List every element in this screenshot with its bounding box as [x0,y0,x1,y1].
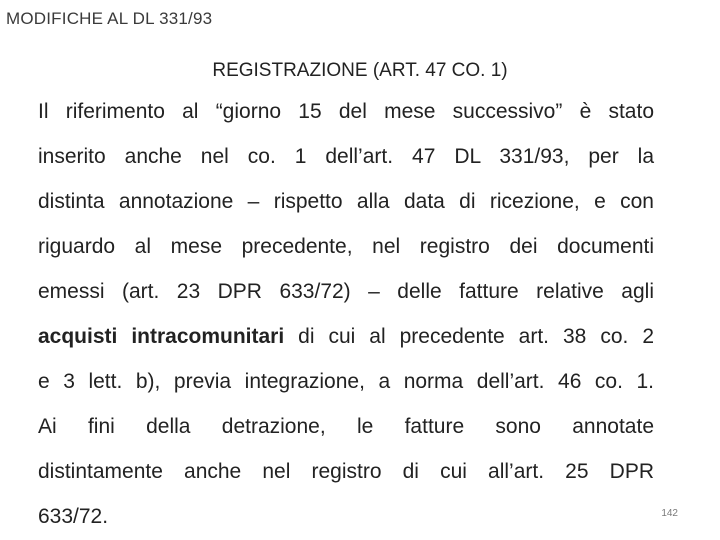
paragraph-line: distintamente anche nel registro di cui all’art. 25 DPR [38,460,654,483]
header-title: MODIFICHE AL DL 331/93 [6,9,213,28]
paragraph-line-last: 633/72. [38,505,109,528]
paragraph-line-rest: di cui al precedente art. 38 co. 2 [284,325,654,348]
emphasized-term: acquisti intracomunitari [38,325,285,348]
paragraph-line-emphasis [38,322,654,352]
paragraph-line: riguardo al mese precedente, nel registro dei documenti [38,235,654,258]
page-number: 142 [661,508,678,519]
paragraph-line: Il riferimento al “giorno 15 del mese successivo” è stato [38,100,654,123]
paragraph-line: distinta annotazione – rispetto alla data di ricezione, e con [38,190,654,213]
section-title: REGISTRAZIONE (ART. 47 CO. 1) [212,60,508,81]
paragraph-line: emessi (art. 23 DPR 633/72) – delle fatture relative agli [38,280,654,303]
paragraph-line: Ai fini della detrazione, le fatture sono annotate [38,415,654,438]
paragraph-line: e 3 lett. b), previa integrazione, a norma dell’art. 46 co. 1. [38,370,654,393]
paragraph-line: inserito anche nel co. 1 dell’art. 47 DL 331/93, per la [38,145,654,168]
